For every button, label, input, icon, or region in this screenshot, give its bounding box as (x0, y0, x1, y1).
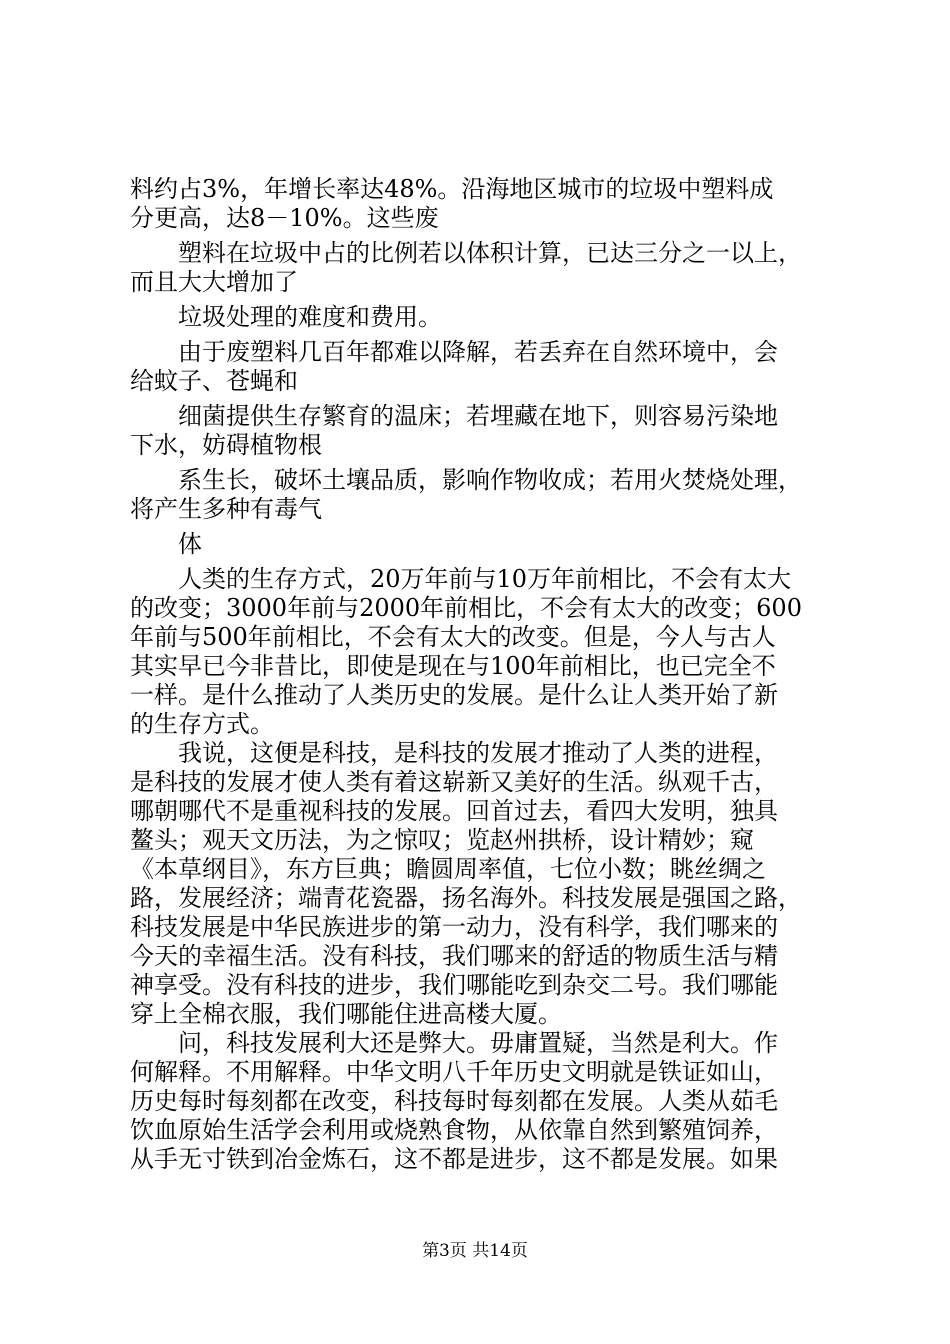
text-line: 其实早已今非昔比，即使是现在与100年前相比，也已完全不 (130, 652, 776, 680)
text-line: 由于废塑料几百年都难以降解，若丢弃在自然环境中，会 (178, 338, 778, 366)
text-line: 系生长，破坏土壤品质，影响作物收成；若用火焚烧处理， (178, 466, 802, 494)
text-line: 饮血原始生活学会利用或烧熟食物，从依靠自然到繁殖饲养， (130, 1116, 778, 1144)
text-line: 从手无寸铁到冶金炼石，这不都是进步，这不都是发展。如果 (130, 1145, 778, 1173)
text-line: 的生存方式。 (130, 710, 274, 738)
text-line: 哪朝哪代不是重视科技的发展。回首过去，看四大发明，独具 (130, 797, 778, 825)
text-line: 而且大大增加了 (130, 268, 298, 296)
text-line: 《本草纲目》，东方巨典；瞻圆周率值，七位小数；眺丝绸之 (130, 855, 766, 883)
text-line: 分更高，达8－10%。这些废 (130, 204, 439, 232)
text-line: 是科技的发展才使人类有着这崭新又美好的生活。纵观千古， (130, 768, 778, 796)
text-line: 体 (178, 530, 202, 558)
text-line: 塑料在垃圾中占的比例若以体积计算，已达三分之一以上， (178, 239, 802, 267)
text-line: 鳌头；观天文历法，为之惊叹；览赵州拱桥，设计精妙；窥 (130, 826, 754, 854)
text-line: 何解释。不用解释。中华文明八千年历史文明就是铁证如山， (130, 1058, 778, 1086)
page-footer: 第3页 共14页 (422, 1241, 528, 1261)
text-line: 穿上全棉衣服，我们哪能住进高楼大厦。 (130, 1000, 562, 1028)
text-line: 历史每时每刻都在改变，科技每时每刻都在发展。人类从茹毛 (130, 1087, 778, 1115)
text-line: 下水，妨碍植物根 (130, 431, 322, 459)
text-line: 将产生多种有毒气 (130, 495, 322, 523)
text-line: 我说，这便是科技，是科技的发展才推动了人类的进程， (178, 739, 778, 767)
document-body (130, 175, 835, 1174)
text-line: 神享受。没有科技的进步，我们哪能吃到杂交二号。我们哪能 (130, 971, 778, 999)
text-line: 路，发展经济；端青花瓷器，扬名海外。科技发展是强国之路， (130, 884, 802, 912)
text-line: 给蚊子、苍蝇和 (130, 367, 298, 395)
text-line: 问，科技发展利大还是弊大。毋庸置疑，当然是利大。作 (178, 1029, 778, 1057)
text-line: 的改变；3000年前与2000年前相比，不会有太大的改变；600 (130, 594, 802, 622)
text-line: 年前与500年前相比，不会有太大的改变。但是，今人与古人 (130, 623, 776, 651)
text-line: 今天的幸福生活。没有科技，我们哪来的舒适的物质生活与精 (130, 942, 778, 970)
text-line: 细菌提供生存繁育的温床；若埋藏在地下，则容易污染地 (178, 402, 778, 430)
text-line: 人类的生存方式，20万年前与10万年前相比，不会有太大 (178, 565, 792, 593)
text-line: 一样。是什么推动了人类历史的发展。是什么让人类开始了新 (130, 681, 778, 709)
text-line: 垃圾处理的难度和费用。 (178, 303, 442, 331)
text-line: 科技发展是中华民族进步的第一动力，没有科学，我们哪来的 (130, 913, 778, 941)
text-line: 料约占3%，年增长率达48%。沿海地区城市的垃圾中塑料成 (130, 175, 774, 203)
